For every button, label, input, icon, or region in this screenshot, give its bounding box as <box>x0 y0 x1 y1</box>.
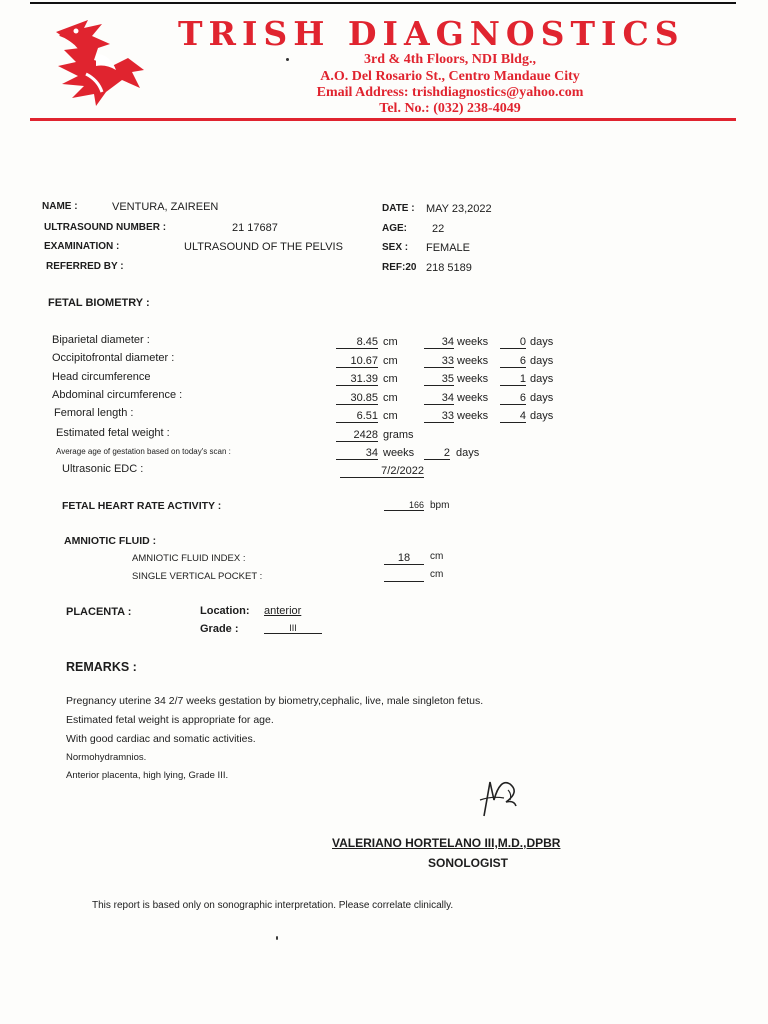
placenta-location-label: Location: <box>200 605 250 617</box>
efw-unit: grams <box>383 429 414 441</box>
abdominal-circumference-value: 30.85 <box>336 392 378 405</box>
top-border-line <box>30 2 736 4</box>
occipitofrontal-days-unit: days <box>530 355 554 367</box>
edc-label: Ultrasonic EDC : <box>62 463 144 475</box>
date-label: DATE : <box>382 203 415 214</box>
biparietal-weeks-unit: weeks <box>457 336 489 348</box>
abdominal-circumference-weeks-unit: weeks <box>457 392 489 404</box>
footer-note: This report is based only on sonographic interpretation. Please correlate clinically. <box>92 900 454 911</box>
abdominal-circumference-weeks: 34 <box>424 392 454 405</box>
age-label: AGE: <box>382 223 407 234</box>
abdominal-circumference-days-unit: days <box>530 392 554 404</box>
amniotic-fluid-index-value: 18 <box>384 552 424 565</box>
abdominal-circumference-label: Abdominal circumference : <box>52 389 183 401</box>
biparietal-label: Biparietal diameter : <box>52 334 150 346</box>
sex-value: FEMALE <box>426 242 471 254</box>
remark-line: Pregnancy uterine 34 2/7 weeks gestation by biometry,cephalic, live, male singleton fetus. <box>66 695 484 707</box>
name-label: NAME : <box>42 201 78 212</box>
placenta-title: PLACENTA : <box>66 606 132 618</box>
ultrasound-number-value: 21 17687 <box>232 222 278 234</box>
fetal-heart-rate-label: FETAL HEART RATE ACTIVITY : <box>62 500 222 512</box>
single-vertical-pocket-unit: cm <box>430 569 444 580</box>
ref-label: REF:20 <box>382 262 417 273</box>
head-circumference-days-unit: days <box>530 373 554 385</box>
femoral-length-value: 6.51 <box>336 410 378 423</box>
average-gestation-days: 2 <box>424 447 450 460</box>
sonologist-name: VALERIANO HORTELANO III,M.D.,DPBR <box>332 836 561 850</box>
femoral-length-weeks: 33 <box>424 410 454 423</box>
placenta-location-value: anterior <box>264 605 302 617</box>
biparietal-value: 8.45 <box>336 336 378 349</box>
fetal-biometry-title: FETAL BIOMETRY : <box>48 297 150 309</box>
ref-value: 218 5189 <box>426 262 472 274</box>
biparietal-days: 0 <box>500 336 526 349</box>
head-circumference-days: 1 <box>500 373 526 386</box>
age-value: 22 <box>432 223 445 235</box>
head-circumference-unit: cm <box>383 373 398 385</box>
referred-by-label: REFERRED BY : <box>46 261 124 272</box>
phone-line: Tel. No.: (032) 238-4049 <box>379 101 521 116</box>
efw-label: Estimated fetal weight : <box>56 427 170 439</box>
biparietal-unit: cm <box>383 336 398 348</box>
single-vertical-pocket-label: SINGLE VERTICAL POCKET : <box>132 571 263 582</box>
femoral-length-unit: cm <box>383 410 398 422</box>
address-line-2: A.O. Del Rosario St., Centro Mandaue City <box>320 69 580 84</box>
remark-line: With good cardiac and somatic activities. <box>66 733 256 745</box>
address-line-1: 3rd & 4th Floors, NDI Bldg., <box>364 52 536 67</box>
femoral-length-days: 4 <box>500 410 526 423</box>
placenta-grade-value: III <box>264 623 322 634</box>
ultrasound-number-label: ULTRASOUND NUMBER : <box>44 222 167 233</box>
speck <box>276 936 278 940</box>
occipitofrontal-days: 6 <box>500 355 526 368</box>
average-gestation-weeks-unit: weeks <box>383 447 415 459</box>
occipitofrontal-value: 10.67 <box>336 355 378 368</box>
average-gestation-days-unit: days <box>456 447 480 459</box>
head-circumference-value: 31.39 <box>336 373 378 386</box>
dragon-logo-icon <box>36 14 156 112</box>
remark-line: Normohydramnios. <box>66 752 147 763</box>
name-value: VENTURA, ZAIREEN <box>112 201 219 213</box>
remark-line: Estimated fetal weight is appropriate for age. <box>66 714 274 726</box>
head-circumference-weeks-unit: weeks <box>457 373 489 385</box>
amniotic-fluid-index-label: AMNIOTIC FLUID INDEX : <box>132 553 246 564</box>
header-divider <box>30 118 736 121</box>
femoral-length-weeks-unit: weeks <box>457 410 489 422</box>
occipitofrontal-unit: cm <box>383 355 398 367</box>
amniotic-fluid-title: AMNIOTIC FLUID : <box>64 535 157 547</box>
fetal-heart-rate-unit: bpm <box>430 500 450 511</box>
head-circumference-label: Head circumference <box>52 371 151 383</box>
examination-value: ULTRASOUND OF THE PELVIS <box>184 241 343 253</box>
placenta-grade-label: Grade : <box>200 623 239 635</box>
femoral-length-days-unit: days <box>530 410 554 422</box>
head-circumference-weeks: 35 <box>424 373 454 386</box>
femoral-length-label: Femoral length : <box>54 407 134 419</box>
sonologist-title: SONOLOGIST <box>428 856 509 870</box>
edc-value: 7/2/2022 <box>340 465 424 478</box>
handwritten-signature-icon <box>470 770 530 822</box>
abdominal-circumference-days: 6 <box>500 392 526 405</box>
average-gestation-weeks: 34 <box>336 447 378 460</box>
examination-label: EXAMINATION : <box>44 241 120 252</box>
occipitofrontal-weeks: 33 <box>424 355 454 368</box>
single-vertical-pocket-value <box>384 568 424 582</box>
sex-label: SEX : <box>382 242 409 253</box>
efw-value: 2428 <box>336 429 378 442</box>
amniotic-fluid-index-unit: cm <box>430 551 444 562</box>
occipitofrontal-weeks-unit: weeks <box>457 355 489 367</box>
email-line: Email Address: trishdiagnostics@yahoo.com <box>316 85 584 100</box>
date-value: MAY 23,2022 <box>426 203 492 215</box>
occipitofrontal-label: Occipitofrontal diameter : <box>52 352 175 364</box>
biparietal-days-unit: days <box>530 336 554 348</box>
average-gestation-label: Average age of gestation based on today's scan : <box>56 447 231 456</box>
company-name: TRISH DIAGNOSTICS <box>178 14 685 53</box>
fetal-heart-rate-value: 166 <box>384 500 424 511</box>
remarks-title: REMARKS : <box>66 660 137 674</box>
biparietal-weeks: 34 <box>424 336 454 349</box>
remark-line: Anterior placenta, high lying, Grade III. <box>66 770 229 781</box>
abdominal-circumference-unit: cm <box>383 392 398 404</box>
